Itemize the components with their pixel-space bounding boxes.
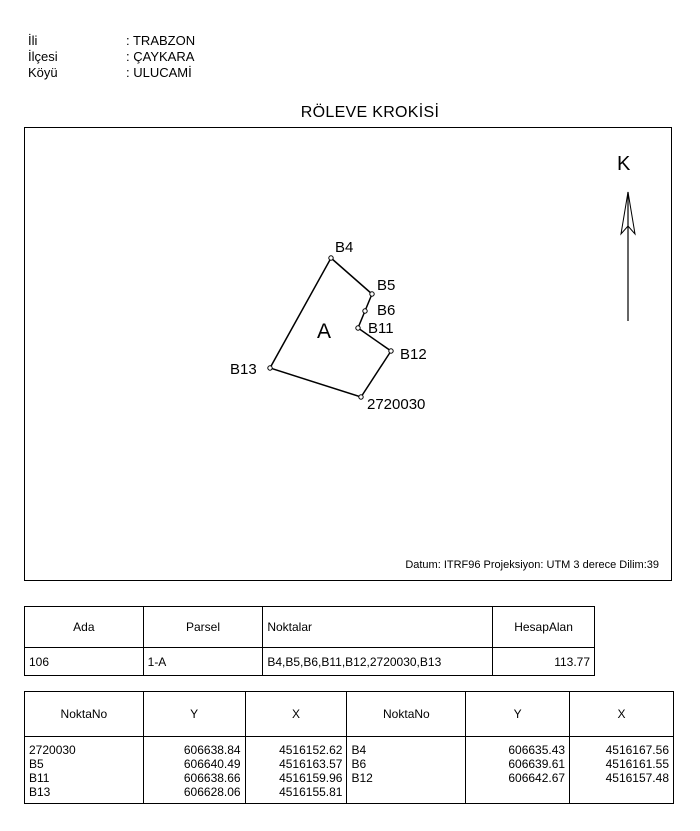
list-item: 4516163.57 — [279, 757, 343, 771]
col-ada: Ada — [25, 607, 144, 648]
parcel-label: A — [317, 320, 332, 343]
cell-noktalar: B4,B5,B6,B11,B12,2720030,B13 — [263, 648, 493, 676]
list-item: 606639.61 — [508, 757, 566, 771]
vertex-b11 — [356, 326, 360, 330]
vertex-b4 — [329, 256, 333, 260]
coordinates-table — [24, 691, 674, 804]
point-label-b11: B11 — [368, 320, 394, 337]
village-label: Köyü — [28, 65, 58, 80]
list-item: 606642.67 — [508, 771, 566, 785]
list-item: B13 — [29, 785, 51, 799]
table-row — [25, 737, 674, 804]
col-hesapalan: HesapAlan — [493, 607, 595, 648]
point-label-b13: B13 — [230, 361, 257, 378]
survey-sketch — [24, 127, 672, 581]
col-noktalar: Noktalar — [263, 607, 493, 648]
col-y-left: Y — [143, 692, 245, 737]
list-item: 606635.43 — [508, 743, 566, 757]
cell-ada: 106 — [25, 648, 144, 676]
point-label-b5: B5 — [377, 277, 396, 294]
point-label-2720030: 2720030 — [367, 396, 426, 413]
province-value: : TRABZON — [126, 33, 196, 48]
parcel-table — [24, 606, 595, 676]
district-value: : ÇAYKARA — [126, 49, 195, 64]
province-label: İli — [28, 33, 38, 48]
col-y-right: Y — [466, 692, 570, 737]
list-item: 4516161.55 — [605, 757, 669, 771]
coordinates-table-header — [25, 692, 674, 737]
list-item: B4 — [351, 743, 367, 757]
col-x-right: X — [570, 692, 674, 737]
list-item: 4516159.96 — [279, 771, 343, 785]
cell-parsel: 1-A — [143, 648, 263, 676]
list-item: B11 — [29, 771, 50, 785]
vertex-2720030 — [359, 395, 363, 399]
north-label: K — [617, 153, 631, 175]
table-row — [25, 648, 595, 676]
list-item: 2720030 — [29, 743, 76, 757]
sketch-title: RÖLEVE KROKİSİ — [300, 104, 440, 121]
col-noktano-left: NoktaNo — [25, 692, 144, 737]
left-y-values — [143, 737, 245, 804]
left-point-numbers — [25, 737, 144, 804]
list-item: 4516155.81 — [279, 785, 343, 799]
vertex-b13 — [268, 366, 272, 370]
right-point-numbers — [347, 737, 466, 804]
list-item: B5 — [29, 757, 44, 771]
list-item: 4516167.56 — [605, 743, 669, 757]
vertex-b6 — [363, 309, 367, 313]
vertex-b5 — [370, 292, 374, 296]
list-item: 606640.49 — [183, 757, 241, 771]
col-noktano-right: NoktaNo — [347, 692, 466, 737]
list-item: B6 — [351, 757, 367, 771]
right-x-values — [570, 737, 674, 804]
list-item: 4516152.62 — [279, 743, 343, 757]
parcel-table-header — [25, 607, 595, 648]
list-item: 4516157.48 — [605, 771, 669, 785]
right-y-values — [466, 737, 570, 804]
district-label: İlçesi — [28, 49, 58, 64]
col-x-left: X — [245, 692, 347, 737]
datum-note: Datum: ITRF96 Projeksiyon: UTM 3 derece Dilim:39 — [405, 559, 659, 571]
cell-hesapalan: 113.77 — [493, 648, 595, 676]
list-item: B12 — [351, 771, 373, 785]
col-parsel: Parsel — [143, 607, 263, 648]
village-value: : ULUCAMİ — [126, 65, 192, 80]
point-label-b4: B4 — [335, 239, 354, 256]
list-item: 606638.84 — [183, 743, 241, 757]
point-label-b12: B12 — [400, 346, 427, 363]
north-arrow-icon — [621, 192, 635, 321]
list-item: 606628.06 — [183, 785, 241, 799]
parcel-drawing — [25, 128, 673, 582]
left-x-values — [245, 737, 347, 804]
vertex-b12 — [389, 349, 393, 353]
point-label-b6: B6 — [377, 302, 396, 319]
list-item: 606638.66 — [183, 771, 241, 785]
